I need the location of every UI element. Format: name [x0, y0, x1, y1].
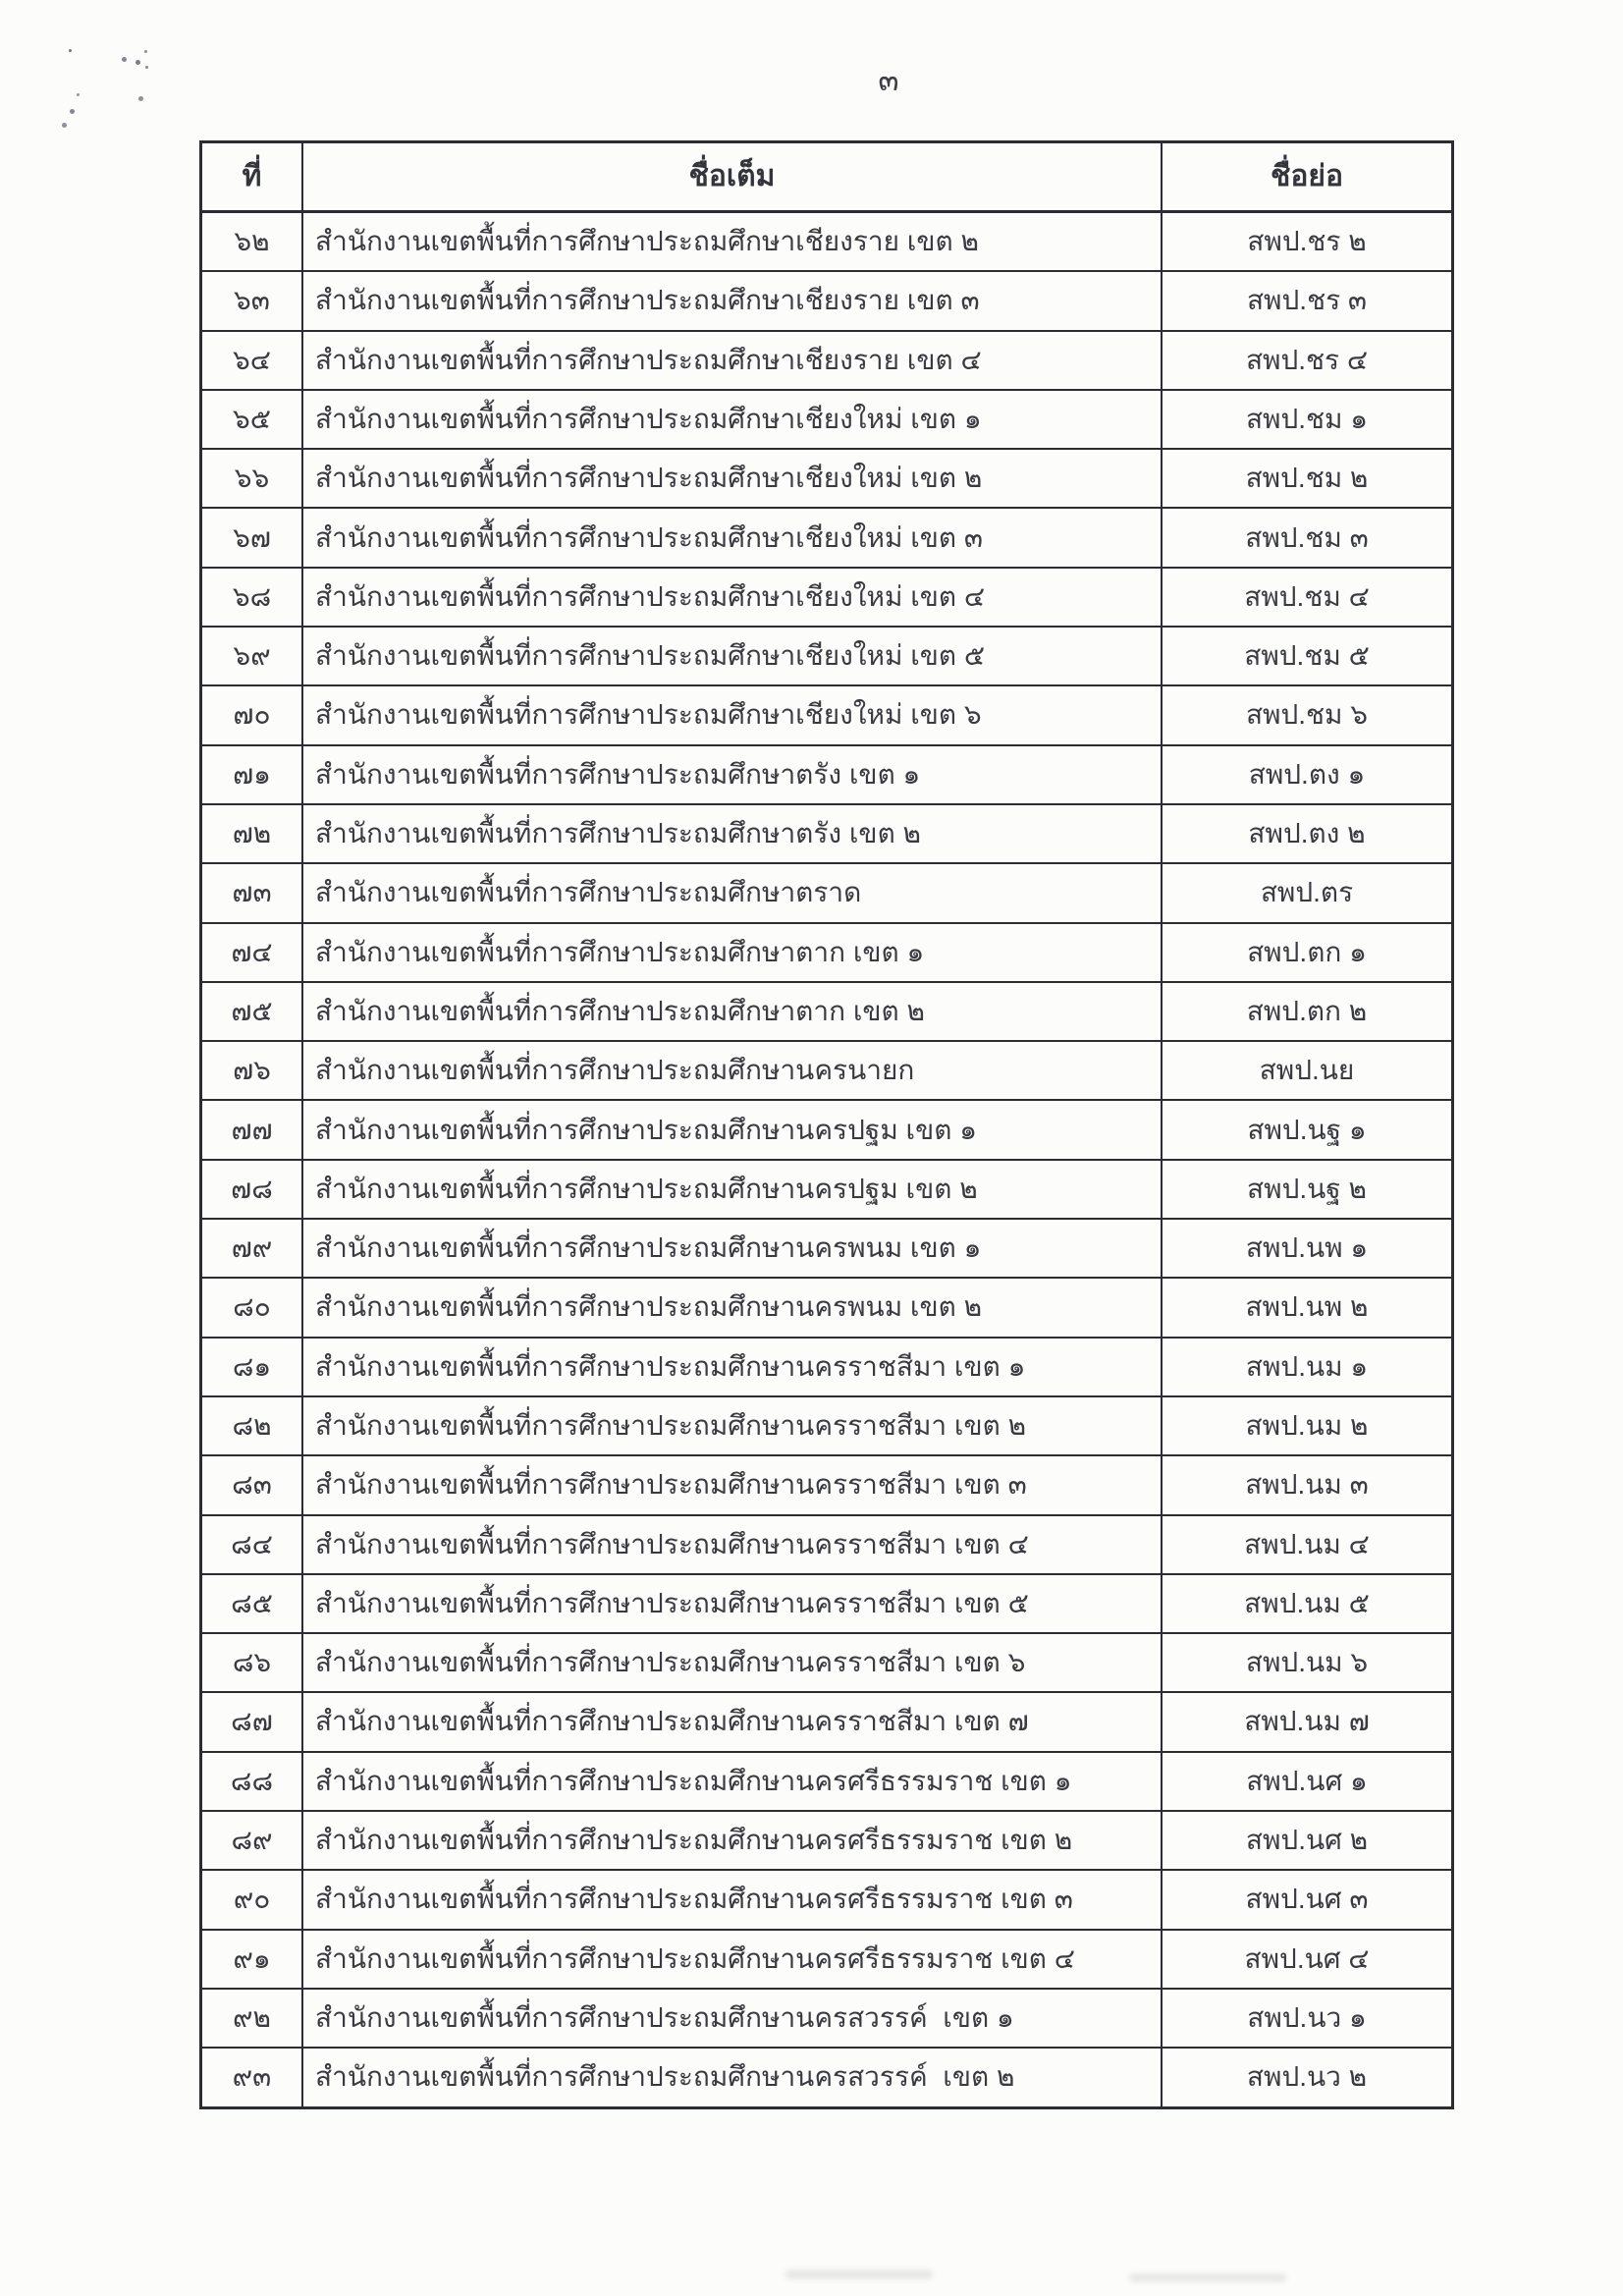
full-name-cell: สำนักงานเขตพื้นที่การศึกษาประถมศึกษาตาก เขต ๑: [301, 924, 1161, 981]
full-name-cell: สำนักงานเขตพื้นที่การศึกษาประถมศึกษาตรัง เขต ๒: [301, 805, 1161, 862]
abbr-cell: สพป.ชร ๓: [1161, 272, 1451, 329]
full-name-cell: สำนักงานเขตพื้นที่การศึกษาประถมศึกษาเชียงราย เขต ๓: [301, 272, 1161, 329]
row-number-cell: ๖๗: [233, 521, 271, 553]
abbr-cell: สพป.นศ ๑: [1161, 1753, 1451, 1810]
table-header-row: [202, 143, 1451, 211]
abbr-cell: สพป.ชร ๒: [1161, 213, 1451, 270]
table-row: [202, 1218, 1451, 1277]
table-row: [202, 567, 1451, 626]
row-number-cell: ๘๖: [232, 1647, 272, 1678]
abbr-cell: สพป.ตร: [1161, 864, 1451, 921]
row-number-cell: ๘๒: [232, 1409, 272, 1441]
table-row: [202, 389, 1451, 448]
table-row: [202, 330, 1451, 389]
row-number-cell: ๙๒: [233, 2001, 271, 2033]
full-name-cell: สำนักงานเขตพื้นที่การศึกษาประถมศึกษาเชียงใหม่ เขต ๖: [301, 686, 1161, 743]
row-number-cell: ๗๙: [231, 1232, 273, 1264]
table-row: [202, 1040, 1451, 1099]
row-number-cell: ๗๓: [232, 877, 272, 908]
header-full-name: ชื่อเต็ม: [301, 143, 1161, 210]
row-number-cell: ๖๖: [234, 463, 270, 494]
row-number-cell: ๘๔: [231, 1528, 273, 1559]
full-name-cell: สำนักงานเขตพื้นที่การศึกษาประถมศึกษานครพนม เขต ๑: [301, 1220, 1161, 1277]
table-row: [202, 1632, 1451, 1691]
abbr-cell: สพป.นว ๒: [1161, 2049, 1451, 2105]
abbr-cell: สพป.นพ ๑: [1161, 1220, 1451, 1277]
abbr-cell: สพป.ตก ๒: [1161, 983, 1451, 1040]
abbr-cell: สพป.นศ ๒: [1161, 1812, 1451, 1869]
full-name-cell: สำนักงานเขตพื้นที่การศึกษาประถมศึกษานครพนม เขต ๒: [301, 1279, 1161, 1336]
table-row: [202, 1277, 1451, 1336]
full-name-cell: สำนักงานเขตพื้นที่การศึกษาประถมศึกษานครราชสีมา เขต ๒: [301, 1397, 1161, 1454]
row-number-cell: ๘๓: [232, 1469, 272, 1501]
row-number-cell: ๘๗: [231, 1706, 273, 1737]
row-number-cell: ๘๘: [230, 1765, 274, 1796]
table-row: [202, 211, 1451, 270]
full-name-cell: สำนักงานเขตพื้นที่การศึกษาประถมศึกษานครสวรรค์ เขต ๑: [301, 1990, 1161, 2047]
row-number-cell: ๖๔: [233, 344, 271, 375]
abbr-cell: สพป.นว ๑: [1161, 1990, 1451, 2047]
row-number-cell: ๙๑: [233, 1942, 271, 1974]
row-number-cell: ๖๒: [234, 226, 270, 257]
row-number-cell: ๗๗: [231, 1114, 273, 1145]
row-number-cell: ๗๕: [231, 995, 273, 1026]
row-number-cell: ๗๑: [233, 758, 271, 790]
full-name-cell: สำนักงานเขตพื้นที่การศึกษาประถมศึกษานครราชสีมา เขต ๓: [301, 1456, 1161, 1513]
page-number: ๓: [878, 63, 899, 97]
table-row: [202, 744, 1451, 803]
row-number-cell: ๘๑: [232, 1350, 272, 1382]
abbr-cell: สพป.ชม ๑: [1161, 391, 1451, 448]
row-number-cell: ๗๖: [233, 1055, 271, 1086]
row-number-cell: ๖๕: [233, 403, 271, 434]
table-row: [202, 626, 1451, 684]
table-row: [202, 1810, 1451, 1869]
table-body: [202, 211, 1451, 2106]
table-row: [202, 507, 1451, 566]
table-row: [202, 1751, 1451, 1810]
abbr-cell: สพป.ตก ๑: [1161, 924, 1451, 981]
table-row: [202, 981, 1451, 1040]
abbr-cell: สพป.นม ๓: [1161, 1456, 1451, 1513]
table-row: [202, 1159, 1451, 1218]
abbr-cell: สพป.ชม ๓: [1161, 509, 1451, 566]
table-row: [202, 1454, 1451, 1513]
table-row: [202, 1988, 1451, 2047]
scan-smudge: [1129, 2274, 1286, 2281]
table-row: [202, 1099, 1451, 1158]
table-row: [202, 270, 1451, 329]
full-name-cell: สำนักงานเขตพื้นที่การศึกษาประถมศึกษานครราชสีมา เขต ๗: [301, 1693, 1161, 1750]
full-name-cell: สำนักงานเขตพื้นที่การศึกษาประถมศึกษานครศรีธรรมราช เขต ๒: [301, 1812, 1161, 1869]
full-name-cell: สำนักงานเขตพื้นที่การศึกษาประถมศึกษานครราชสีมา เขต ๔: [301, 1516, 1161, 1573]
full-name-cell: สำนักงานเขตพื้นที่การศึกษาประถมศึกษานครปฐม เขต ๒: [301, 1161, 1161, 1218]
table-row: [202, 1691, 1451, 1750]
abbr-cell: สพป.นม ๔: [1161, 1516, 1451, 1573]
row-number-cell: ๖๓: [234, 285, 270, 316]
full-name-cell: สำนักงานเขตพื้นที่การศึกษาประถมศึกษานครปฐม เขต ๑: [301, 1101, 1161, 1158]
abbr-cell: สพป.ชม ๖: [1161, 686, 1451, 743]
full-name-cell: สำนักงานเขตพื้นที่การศึกษาประถมศึกษาเชียงใหม่ เขต ๔: [301, 569, 1161, 626]
scan-smudge: [785, 2270, 933, 2278]
full-name-cell: สำนักงานเขตพื้นที่การศึกษาประถมศึกษาเชียงใหม่ เขต ๓: [301, 509, 1161, 566]
abbr-cell: สพป.นศ ๔: [1161, 1931, 1451, 1988]
abbr-cell: สพป.ชร ๔: [1161, 332, 1451, 389]
header-abbr: ชื่อย่อ: [1161, 143, 1451, 210]
full-name-cell: สำนักงานเขตพื้นที่การศึกษาประถมศึกษาเชียงใหม่ เขต ๒: [301, 450, 1161, 507]
abbr-cell: สพป.นม ๗: [1161, 1693, 1451, 1750]
row-number-cell: ๘๐: [233, 1291, 271, 1323]
abbr-cell: สพป.ตง ๒: [1161, 805, 1451, 862]
row-number-cell: ๖๘: [232, 580, 272, 612]
offices-table: [199, 140, 1454, 2109]
full-name-cell: สำนักงานเขตพื้นที่การศึกษาประถมศึกษานครราชสีมา เขต ๑: [301, 1339, 1161, 1395]
abbr-cell: สพป.ชม ๕: [1161, 628, 1451, 684]
full-name-cell: สำนักงานเขตพื้นที่การศึกษาประถมศึกษานครศรีธรรมราช เขต ๑: [301, 1753, 1161, 1810]
header-no: ที่: [242, 159, 262, 192]
pencil-specks: [69, 49, 72, 52]
table-row: [202, 448, 1451, 507]
table-row: [202, 922, 1451, 981]
table-row: [202, 684, 1451, 743]
table-row: [202, 1514, 1451, 1573]
full-name-cell: สำนักงานเขตพื้นที่การศึกษาประถมศึกษาเชียงใหม่ เขต ๑: [301, 391, 1161, 448]
abbr-cell: สพป.ชม ๔: [1161, 569, 1451, 626]
table-row: [202, 2047, 1451, 2105]
abbr-cell: สพป.ชม ๒: [1161, 450, 1451, 507]
abbr-cell: สพป.นฐ ๑: [1161, 1101, 1451, 1158]
full-name-cell: สำนักงานเขตพื้นที่การศึกษาประถมศึกษาเชียงราย เขต ๔: [301, 332, 1161, 389]
row-number-cell: ๗๒: [232, 818, 272, 849]
abbr-cell: สพป.ตง ๑: [1161, 746, 1451, 803]
table-row: [202, 1337, 1451, 1395]
full-name-cell: สำนักงานเขตพื้นที่การศึกษาประถมศึกษาตรัง เขต ๑: [301, 746, 1161, 803]
abbr-cell: สพป.นฐ ๒: [1161, 1161, 1451, 1218]
full-name-cell: สำนักงานเขตพื้นที่การศึกษาประถมศึกษานครราชสีมา เขต ๖: [301, 1634, 1161, 1691]
table-row: [202, 803, 1451, 862]
row-number-cell: ๘๕: [231, 1587, 273, 1618]
full-name-cell: สำนักงานเขตพื้นที่การศึกษาประถมศึกษาตาก เขต ๒: [301, 983, 1161, 1040]
full-name-cell: สำนักงานเขตพื้นที่การศึกษาประถมศึกษานครนายก: [301, 1042, 1161, 1099]
full-name-cell: สำนักงานเขตพื้นที่การศึกษาประถมศึกษานครสวรรค์ เขต ๒: [301, 2049, 1161, 2105]
row-number-cell: ๙๓: [232, 2061, 272, 2093]
full-name-cell: สำนักงานเขตพื้นที่การศึกษาประถมศึกษานครราชสีมา เขต ๕: [301, 1575, 1161, 1632]
table-row: [202, 862, 1451, 921]
table-row: [202, 1929, 1451, 1988]
abbr-cell: สพป.นย: [1161, 1042, 1451, 1099]
abbr-cell: สพป.นศ ๓: [1161, 1871, 1451, 1928]
full-name-cell: สำนักงานเขตพื้นที่การศึกษาประถมศึกษาเชียงใหม่ เขต ๕: [301, 628, 1161, 684]
row-number-cell: ๗๘: [231, 1173, 273, 1204]
abbr-cell: สพป.นม ๖: [1161, 1634, 1451, 1691]
table-row: [202, 1573, 1451, 1632]
abbr-cell: สพป.นม ๑: [1161, 1339, 1451, 1395]
abbr-cell: สพป.นพ ๒: [1161, 1279, 1451, 1336]
row-number-cell: ๙๐: [233, 1884, 271, 1915]
row-number-cell: ๘๙: [231, 1825, 273, 1856]
row-number-cell: ๖๙: [233, 640, 271, 672]
table-row: [202, 1395, 1451, 1454]
abbr-cell: สพป.นม ๒: [1161, 1397, 1451, 1454]
full-name-cell: สำนักงานเขตพื้นที่การศึกษาประถมศึกษาตราด: [301, 864, 1161, 921]
full-name-cell: สำนักงานเขตพื้นที่การศึกษาประถมศึกษานครศรีธรรมราช เขต ๔: [301, 1931, 1161, 1988]
table-row: [202, 1869, 1451, 1928]
row-number-cell: ๗๔: [231, 936, 273, 967]
abbr-cell: สพป.นม ๕: [1161, 1575, 1451, 1632]
full-name-cell: สำนักงานเขตพื้นที่การศึกษาประถมศึกษานครศรีธรรมราช เขต ๓: [301, 1871, 1161, 1928]
full-name-cell: สำนักงานเขตพื้นที่การศึกษาประถมศึกษาเชียงราย เขต ๒: [301, 213, 1161, 270]
row-number-cell: ๗๐: [233, 699, 271, 731]
